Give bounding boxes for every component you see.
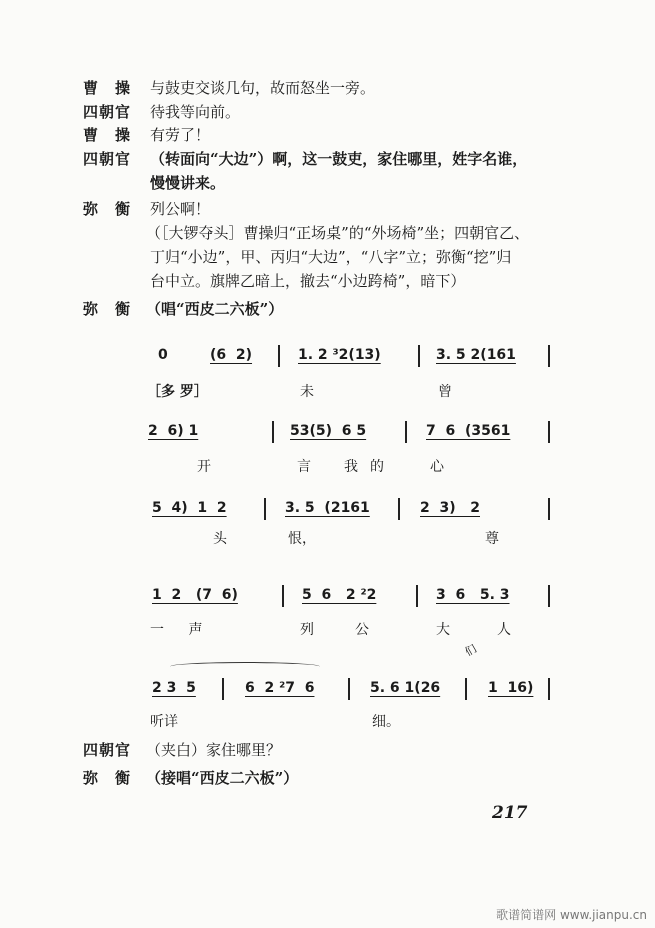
lyric: ［多 罗］ — [147, 384, 208, 400]
speaker: 四朝官 — [83, 150, 132, 168]
lyric: 列 — [300, 622, 314, 638]
measure: 3. 5 2(161 — [436, 347, 516, 363]
speaker: 曹 操 — [83, 79, 132, 97]
lyric: 开 — [197, 459, 211, 475]
barline — [548, 498, 550, 520]
lyric: 曾 — [438, 384, 452, 400]
measure: 1. 2 ³2(13) — [298, 347, 381, 363]
lyric: 听详 — [150, 714, 178, 730]
barline — [282, 585, 284, 607]
line-text: 慢慢讲来。 — [150, 174, 226, 192]
lyric: 尊 — [485, 531, 499, 547]
barline — [548, 421, 550, 443]
lyric: 一 声 — [150, 622, 213, 638]
measure: 2 3) 2 — [420, 500, 480, 516]
lyric: 言 — [297, 459, 311, 475]
measure: 53(5) 6 5 — [290, 423, 367, 439]
stage-direction: 丁归“小边”，甲、丙归“大边”，“八字”立；弥衡“挖”归 — [150, 248, 512, 266]
lyric: 细。 — [372, 714, 400, 730]
stage-direction: （［大锣夺头］曹操归“正场桌”的“外场椅”坐；四朝官乙、 — [146, 224, 530, 242]
barline — [465, 678, 467, 700]
line-text: 与鼓吏交谈几句，故而怒坐一旁。 — [150, 79, 376, 97]
lyric: 大 — [436, 622, 450, 638]
page-number: 217 — [492, 803, 528, 823]
lyric: 人 — [497, 622, 511, 638]
measure: 3 6 5. 3 — [436, 587, 510, 603]
lyric: 头 — [213, 531, 227, 547]
measure: 0 — [158, 347, 168, 363]
barline — [416, 585, 418, 607]
barline — [418, 345, 420, 367]
line-text: （转面向“大边”）啊，这一鼓吏，家住哪里，姓字名谁， — [150, 150, 528, 168]
line-text: （唱“西皮二六板”） — [146, 300, 284, 318]
barline — [222, 678, 224, 700]
lyric: 们 — [462, 642, 479, 659]
barline — [548, 585, 550, 607]
barline — [272, 421, 274, 443]
measure: 5. 6 1(26 — [370, 680, 441, 696]
speaker: 弥 衡 — [83, 769, 132, 787]
barline — [548, 345, 550, 367]
barline — [405, 421, 407, 443]
barline — [264, 498, 266, 520]
speaker: 弥 衡 — [83, 300, 132, 318]
lyric: 心 — [430, 459, 444, 475]
line-text: （夹白）家住哪里？ — [146, 741, 282, 759]
speaker: 曹 操 — [83, 126, 132, 144]
measure: 5 4) 1 2 — [152, 500, 227, 516]
barline — [348, 678, 350, 700]
lyric: 恨， — [288, 531, 316, 547]
measure: 1 2 (7 6) — [152, 587, 238, 603]
measure: (6 2) — [210, 347, 253, 363]
measure: 2 3 5 — [152, 680, 196, 696]
measure: 1 16) — [488, 680, 534, 696]
measure: 7 6 (3561 — [426, 423, 511, 439]
speaker: 弥 衡 — [83, 200, 132, 218]
lyric: 公 — [355, 622, 369, 638]
speaker: 四朝官 — [83, 103, 132, 121]
line-text: （接唱“西皮二六板”） — [146, 769, 299, 787]
measure: 6 2 ²7 6 — [245, 680, 315, 696]
line-text: 列公啊！ — [150, 200, 211, 218]
watermark: 歌谱简谱网 www.jianpu.cn — [496, 908, 647, 922]
speaker: 四朝官 — [83, 741, 132, 759]
barline — [278, 345, 280, 367]
barline — [398, 498, 400, 520]
line-text: 有劳了！ — [150, 126, 211, 144]
measure: 2 6) 1 — [148, 423, 199, 439]
barline — [548, 678, 550, 700]
line-text: 待我等向前。 — [150, 103, 241, 121]
measure: 5 6 2 ²2 — [302, 587, 377, 603]
lyric: 未 — [300, 384, 314, 400]
measure: 3. 5 (2161 — [285, 500, 370, 516]
lyric: 我的 — [344, 459, 396, 475]
stage-direction: 台中立。旗牌乙暗上，撤去“小边跨椅”，暗下） — [150, 272, 466, 290]
slur — [170, 662, 320, 671]
